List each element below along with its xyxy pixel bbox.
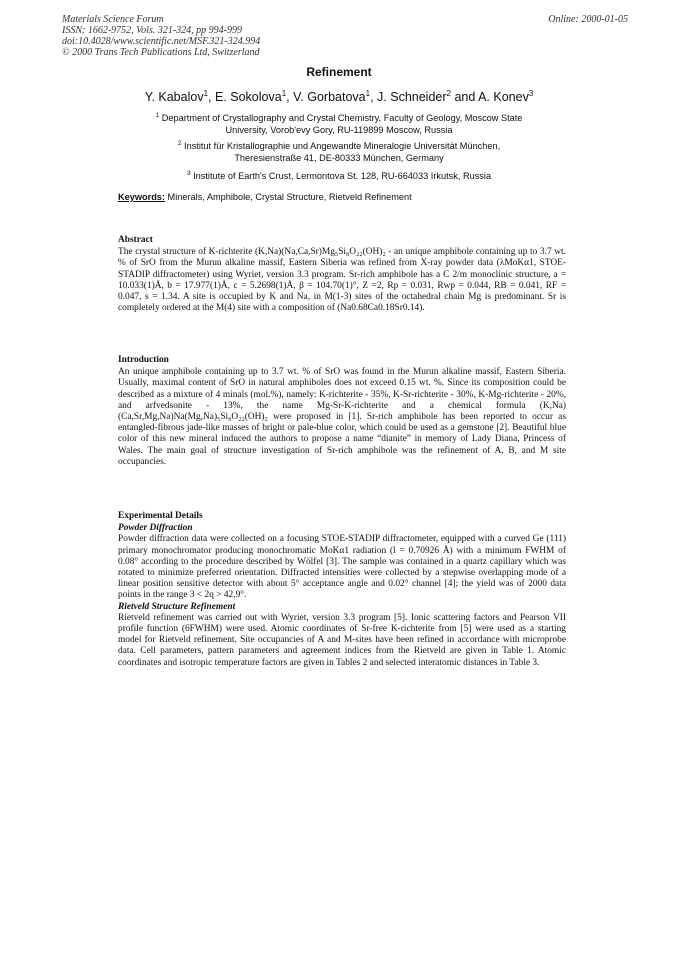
introduction-text: An unique amphibole containing up to 3.7 wt. % of SrO was found in the Murun alkaline massif, Eastern Siberia. Usually, maximal content of SrO in natural amphiboles does not exceed 0.15 wt. %. Since its composition could be described as a mixture of 4 minals (mol.%), namely: K-richterite - 35%, K-Sr-richterite - 30%, K-Mg-richterite - 20%, and arfvedsonite - 13%, the name Mg-Sr-K-richterite and a chemical formula (K,Na)(Ca,Sr,Mg,Na)Na(Mg,Na)₅Si₈O₂₂(OH)₂ were proposed in [1]. Sr-rich amphibole has been reported to occur as entangled-fibrous jade-like masses of bright or pale-blue color, which could be used as a gemstone [2]. Beautiful blue color of this new mineral induced the authors to propose a name “dianite” in memory of Lady Diana, Princess of Wales. The main goal of structure investigation of Sr-rich amphibole was the refinement of A, B, and M site occupancies. (118, 367, 566, 467)
author-sup: 1 (203, 89, 209, 98)
affiliation-2 (0, 138, 678, 164)
copyright-line: © 2000 Trans Tech Publications Ltd, Switzerland (62, 47, 260, 58)
keywords-text: Minerals, Amphibole, Crystal Structure, Rietveld Refinement (167, 192, 412, 202)
author-sup: 1 (365, 89, 371, 98)
issn-line: ISSN: 1662-9752, Vols. 321-324, pp 994-999 (62, 25, 242, 36)
affiliation-sup: 1 (155, 112, 160, 119)
journal-name: Materials Science Forum (62, 14, 164, 25)
author-name: J. Schneider (377, 90, 447, 105)
experimental-heading: Experimental Details (118, 511, 203, 521)
abstract-text: The crystal structure of K-richterite (K,Na)(Na,Ca,Sr)Mg₅Si₈O₂₂(OH)₂ - an unique amphibole containing up to 3.7 wt. % of SrO from the Murun alkaline massif, Eastern Siberia was refined from X-ray powder data (λMoKα1, STOE-STADIP diffractometer) using Wyriet, version 3.3 program. Sr-rich amphibole has a C 2/m monoclinic structure, a = 10.033(1)Å, b = 17.977(1)Å, c = 5.2698(1)Å, β = 104.70(1)°, Z =2, Rp = 0.031, Rwp = 0.044, RB = 0.041, RF = 0.047, s = 1.34. A site is occupied by K and Na, in M(1-3) sites of the octahedral chain Mg is predominant. Sr is completely ordered at the M(4) site with a composition of (Na0.68Ca0.18Sr0.14). (118, 247, 566, 314)
author-list: Y. Kabalov$^1$, E. Sokolova$^1$, V. Gorbatova$^1$, J. Schneider$^2$ and A. Konev$^3$ (144, 89, 534, 105)
affiliation-line: University, Vorob'evy Gory, RU-119899 Moscow, Russia (225, 125, 453, 136)
author-name: V. Gorbatova (293, 90, 366, 105)
author-sup: 3 (528, 89, 534, 98)
affiliation-1 (0, 110, 678, 136)
affiliation-line: Theresienstraße 41, DE-80333 München, Germany (234, 153, 444, 164)
introduction-heading: Introduction (118, 355, 169, 365)
affiliation-3 (0, 168, 678, 182)
powder-diffraction-text: Powder diffraction data were collected on a focusing STOE-STADIP diffractometer, equipped with a curved Ge (111) primary monochromator producing monochromatic MoKα1 radiation (l = 0.70926 Å) with a minimum FWHM of 0.08° according to the procedure described by Wölfel [3]. The sample was contained in a quartz capillary which was rotated to minimize preferred orientation. Diffracted intensities were collected by a stepwise overlapping mode of a linear position sensitive detector with about 5° acceptance angle and 0.02° channel [4]; the yield was of 2000 data points in the range 3 < 2q > 42,9°. (118, 534, 566, 601)
online-date: Online: 2000-01-05 (548, 14, 628, 25)
author-sup: 1 (281, 89, 287, 98)
affiliation-line: Institut für Kristallographie und Angewandte Mineralogie Universität München, (184, 141, 501, 152)
doi-line[interactable]: doi:10.4028/www.scientific.net/MSF.321-324.994 (62, 36, 261, 47)
rietveld-text: Rietveld refinement was carried out with Wyriet, version 3.3 program [5]. Ionic scattering factors and Pearson VII profile function (6FWHM) were used. Atomic coordinates of Sr-free K-richterite from [5] were used as a starting model for Rietveld refinement. Site occupancies of A and M-sites have been refined in accordance with microprobe data. Cell parameters, pattern parameters and agreement indices from the Rietveld are given in Table 1. Atomic coordinates and isotropic temperature factors are given in Tables 2 and selected interatomic distances in Table 3. (118, 612, 566, 668)
abstract-section (118, 235, 566, 314)
keywords (118, 192, 412, 202)
affiliation-sup: 2 (177, 140, 182, 147)
affiliation-line: Department of Crystallography and Crystal Chemistry, Faculty of Geology, Moscow State (161, 113, 523, 124)
abstract-heading: Abstract (118, 235, 153, 245)
rietveld-subheading: Rietveld Structure Refinement (118, 601, 236, 612)
author-name: Y. Kabalov (144, 90, 204, 105)
affiliation-sup: 3 (186, 170, 191, 177)
author-sup: 2 (446, 89, 451, 98)
author-name: A. Konev (478, 90, 529, 105)
affiliation-line: Institute of Earth's Crust, Lermontova St. 128, RU-664033 Irkutsk, Russia (193, 171, 492, 182)
paper-title: Refinement (306, 65, 372, 79)
powder-diffraction-subheading: Powder Diffraction (118, 523, 193, 534)
journal-header (62, 14, 260, 58)
keywords-label: Keywords: (118, 192, 165, 202)
author-name: E. Sokolova (214, 90, 282, 105)
introduction-section (118, 355, 566, 468)
experimental-section (118, 511, 566, 669)
